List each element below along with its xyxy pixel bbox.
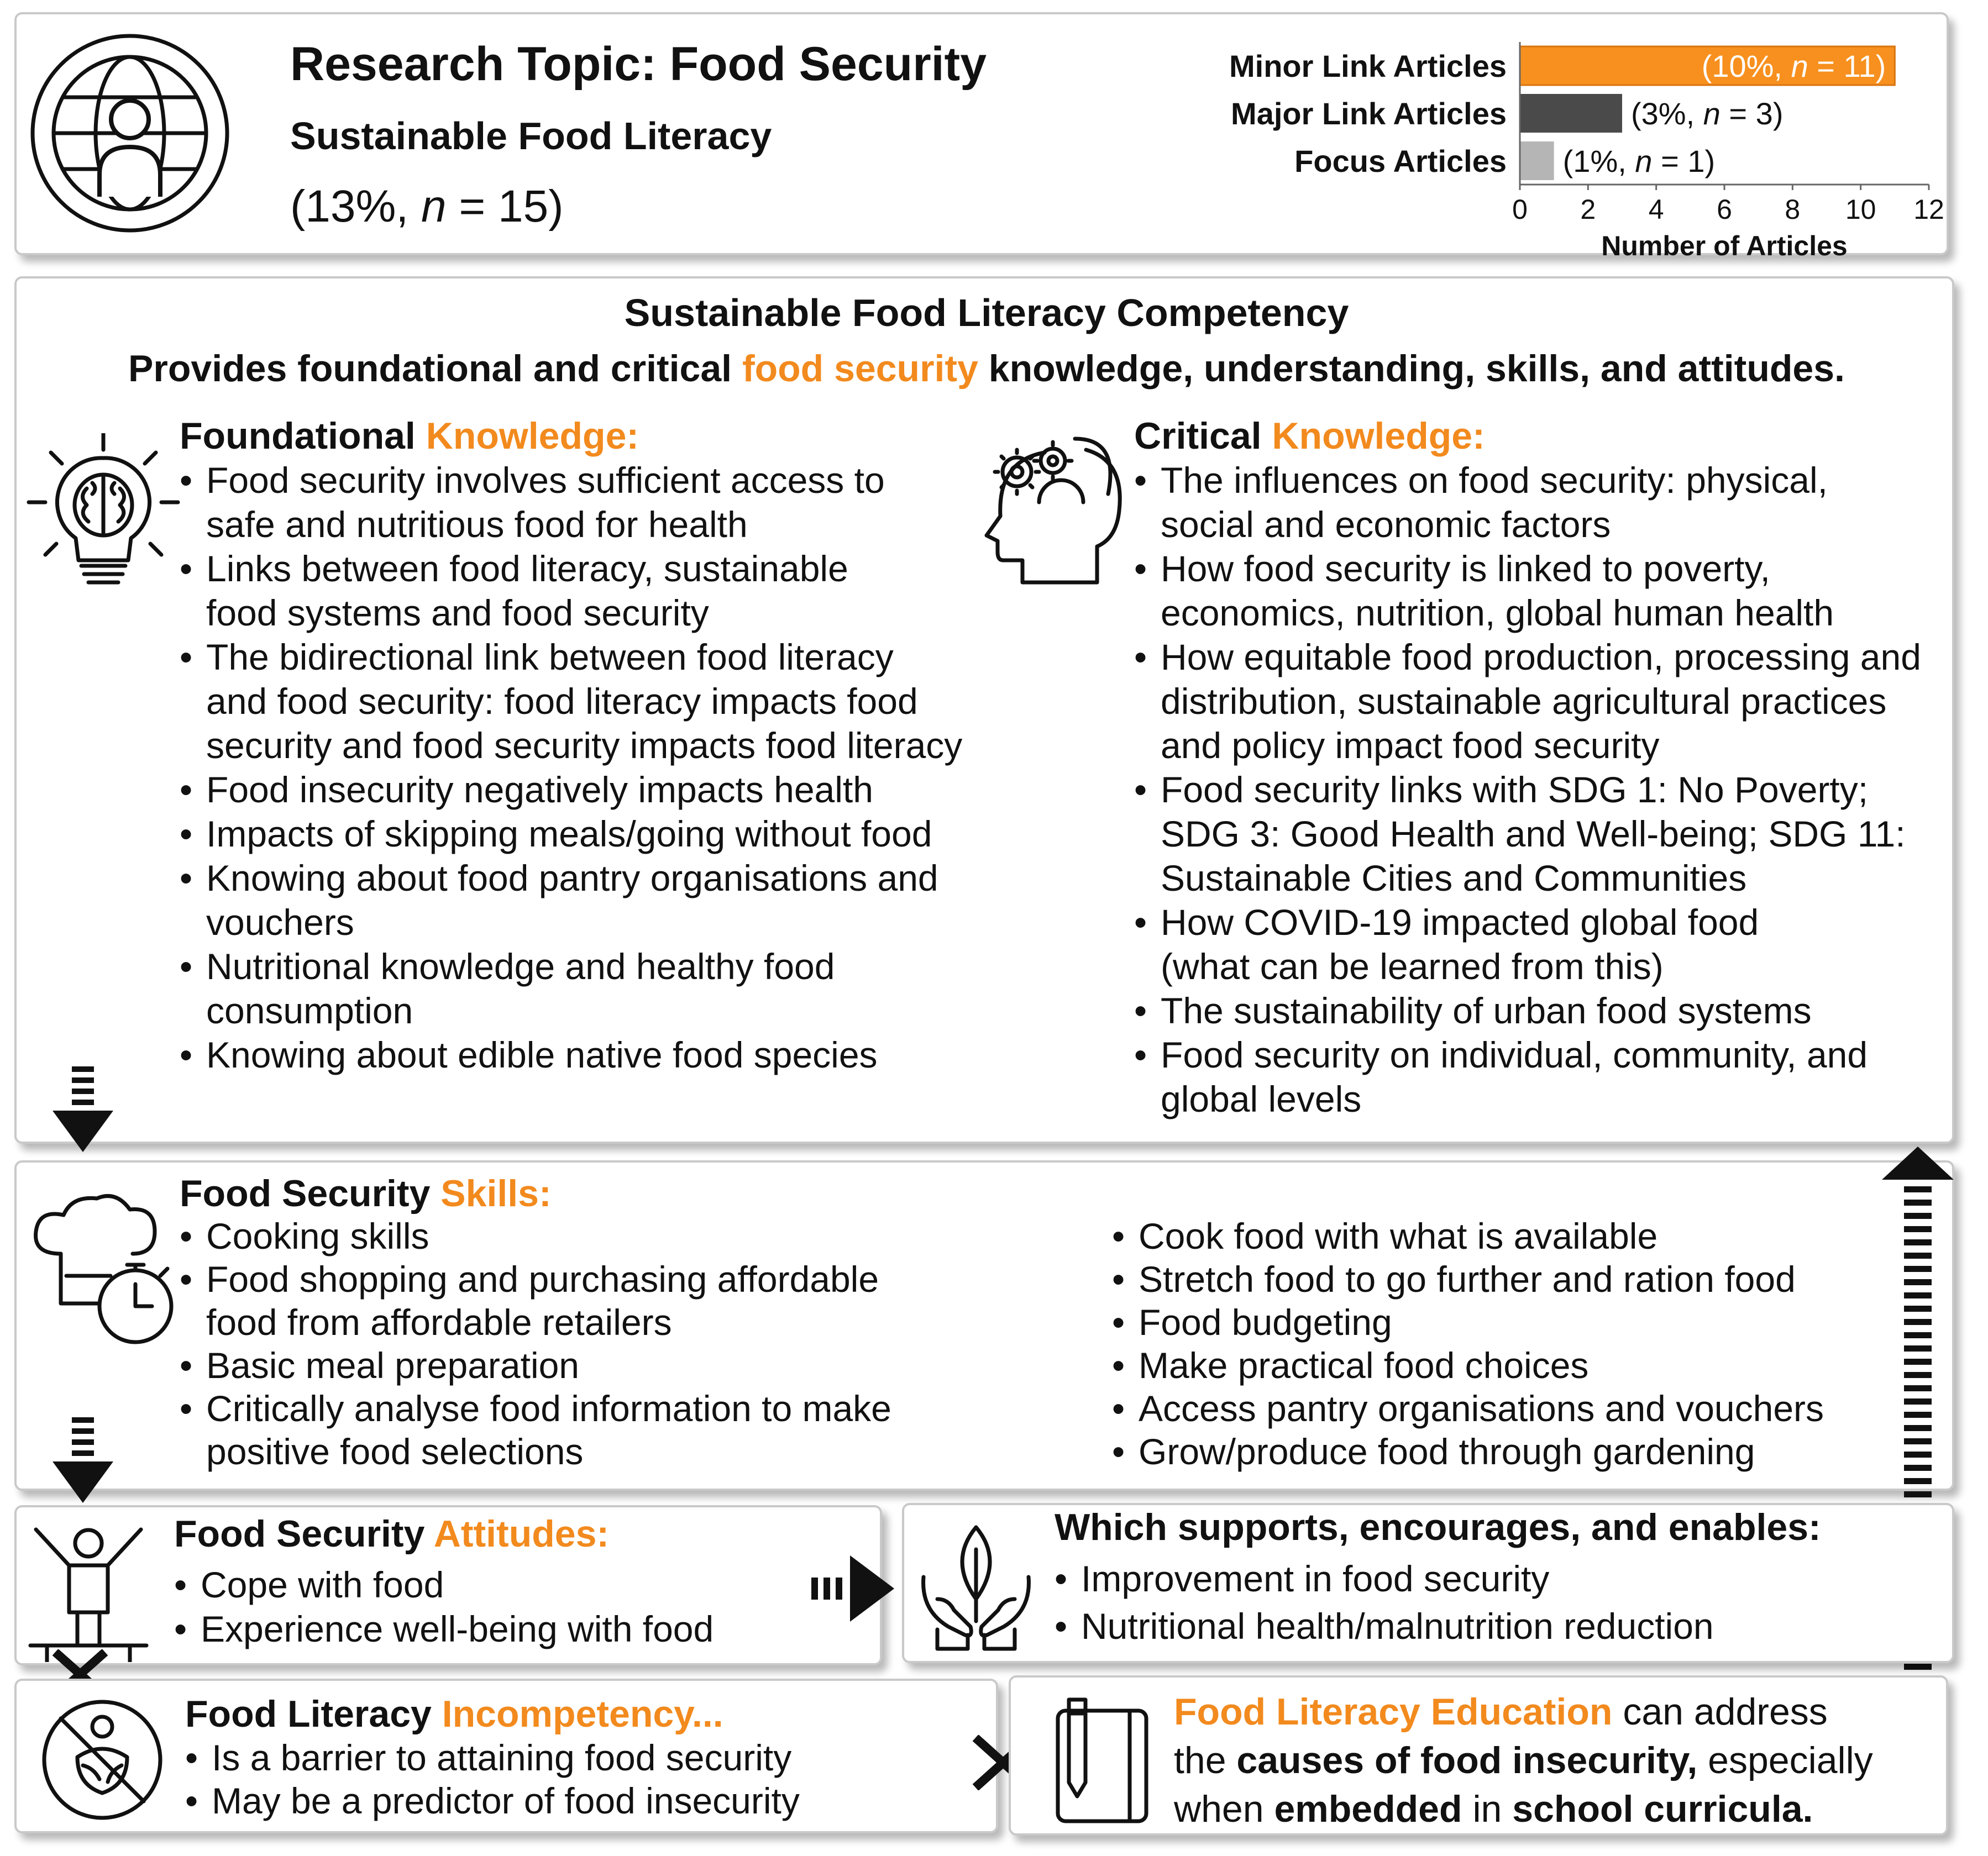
x-axis-title: Number of Articles: [1601, 230, 1848, 261]
chef-hat-timer-icon: [25, 1187, 185, 1353]
head-gears-icon: [978, 428, 1133, 593]
arrow-dash: [1904, 1239, 1932, 1245]
bar: [1520, 94, 1622, 133]
bar-category-label: Major Link Articles: [1231, 96, 1507, 131]
education-line-1: [1174, 1687, 1942, 1736]
supports-item: • Nutritional health/malnutrition reduction: [1055, 1602, 1884, 1650]
bar-category-label: Focus Articles: [1294, 144, 1507, 178]
x-tick-label: 2: [1580, 194, 1596, 225]
x-tick-label: 0: [1512, 194, 1528, 225]
arrow-dash: [1904, 1266, 1932, 1272]
arrow-dash: [1904, 1372, 1932, 1378]
topic-stat-n: n: [421, 181, 447, 232]
skills-heading: [180, 1171, 552, 1216]
header-panel: [14, 12, 1949, 261]
arrow-dash: [1904, 1319, 1932, 1325]
topic-stat-pre: (13%,: [290, 181, 421, 232]
critical-item: • Food security links with SDG 1: No Poverty; SDG 3: Good Health and Well-being; SDG 11: Sustainable Cities and Communities: [1134, 767, 1941, 900]
topic-stat: [290, 180, 564, 233]
critical-item: • The sustainability of urban food systems: [1134, 989, 1941, 1033]
arrow-dash: [1904, 1398, 1932, 1405]
bar-data-label: (1%, n = 1): [1562, 144, 1716, 178]
skills-heading-highlight: Skills:: [440, 1173, 552, 1214]
articles-bar-chart: [1111, 25, 1944, 261]
dashed-arrow-down-icon: [47, 1417, 119, 1506]
education-text-5: especially: [1697, 1739, 1873, 1781]
education-text-2: can address: [1612, 1691, 1828, 1733]
attitudes-list: [174, 1563, 837, 1651]
foundational-item: • Food security involves sufficient access to safe and nutritious food for health: [180, 458, 898, 546]
critical-heading-text: Critical: [1134, 415, 1272, 457]
attitudes-item: • Cope with food: [174, 1563, 837, 1607]
x-tick-label: 10: [1845, 194, 1876, 225]
arrow-dash: [1904, 1438, 1932, 1444]
education-bold-curricula: school curricula.: [1512, 1788, 1813, 1830]
supports-list: [1055, 1555, 1884, 1650]
globe-person-icon: [28, 31, 232, 235]
skills-right-item: • Stretch food to go further and ration food: [1112, 1258, 1930, 1301]
arrow-dash: [1904, 1200, 1932, 1206]
arrow-dash: [1904, 1279, 1932, 1285]
foundational-item: • Links between food literacy, sustainable food systems and food security: [180, 546, 915, 635]
critical-item: • How food security is linked to poverty, economics, nutrition, global human health: [1134, 546, 1941, 635]
arrow-dash: [1904, 1425, 1932, 1431]
foundational-item: • The bidirectional link between food literacy and food security: food literacy impacts food security and food security impacts food literacy: [180, 635, 964, 767]
no-food-icon: [39, 1696, 166, 1823]
person-arms-up-icon: [25, 1518, 152, 1662]
attitudes-item: • Experience well-being with food: [174, 1607, 837, 1651]
critical-heading: [1134, 414, 1485, 458]
bar-category-label: Minor Link Articles: [1229, 49, 1507, 83]
incompetency-heading-text: Food Literacy: [185, 1693, 442, 1735]
incompetency-item: • May be a predictor of food insecurity: [185, 1779, 987, 1822]
critical-item: • How equitable food production, processing and distribution, sustainable agricultural practices and policy impact food security: [1134, 635, 1930, 767]
bar-data-label: (10%, n = 11): [1701, 49, 1886, 83]
topic-stat-post: = 15): [446, 181, 564, 232]
foundational-item: • Food insecurity negatively impacts health: [180, 767, 1009, 812]
incompetency-heading: [185, 1692, 723, 1736]
education-line-2: [1174, 1736, 1942, 1785]
skills-left-item: • Cooking skills: [180, 1214, 1009, 1258]
critical-item: • Food security on individual, community, and global levels: [1134, 1033, 1941, 1121]
competency-subtitle: [17, 346, 1956, 391]
skills-left-item: • Critically analyse food information to make positive food selections: [180, 1387, 975, 1473]
arrow-dash: [1904, 1491, 1932, 1497]
competency-subtitle-post: knowledge, understanding, skills, and attitudes.: [978, 348, 1845, 390]
foundational-heading-text: Foundational: [180, 415, 426, 457]
lightbulb-brain-icon: [23, 433, 183, 593]
page-subtitle: Sustainable Food Literacy: [290, 114, 772, 157]
education-panel: [1009, 1675, 1948, 1836]
arrow-dash: [1904, 1226, 1932, 1232]
competency-subtitle-pre: Provides foundational and critical: [128, 348, 742, 390]
incompetency-list: [185, 1736, 987, 1822]
dashed-arrow-right-icon: [811, 1553, 900, 1624]
education-text: [1174, 1687, 1942, 1833]
attitudes-panel: [14, 1505, 882, 1665]
skills-right-item: • Cook food with what is available: [1112, 1214, 1930, 1258]
skills-heading-text: Food Security: [180, 1173, 441, 1214]
education-highlight: Food Literacy Education: [1174, 1691, 1613, 1733]
skills-left-list: [180, 1214, 1009, 1473]
skills-left-item: • Basic meal preparation: [180, 1344, 1009, 1387]
arrow-dash: [1904, 1306, 1932, 1312]
education-text-3: the: [1174, 1739, 1237, 1781]
critical-heading-highlight: Knowledge:: [1272, 415, 1485, 457]
arrow-dash: [1904, 1253, 1932, 1259]
arrow-dash: [1904, 1359, 1932, 1365]
arrow-dash: [1904, 1385, 1932, 1391]
education-text-6: when: [1174, 1788, 1274, 1830]
attitudes-heading: [174, 1512, 609, 1556]
bar-data-label: (3%, n = 3): [1631, 96, 1784, 131]
x-tick-label: 6: [1717, 194, 1732, 225]
education-line-3: [1174, 1785, 1942, 1833]
bar: [1520, 141, 1554, 180]
foundational-item: • Impacts of skipping meals/going without food: [180, 812, 1009, 856]
skills-left-item: • Food shopping and purchasing affordable food from affordable retailers: [180, 1258, 953, 1344]
competency-title: Sustainable Food Literacy Competency: [624, 291, 1349, 334]
skills-right-list: [1112, 1214, 1930, 1473]
arrow-dash: [1904, 1664, 1932, 1670]
notebook-pen-icon: [1047, 1689, 1157, 1827]
arrow-dash: [1904, 1478, 1932, 1484]
supports-item: • Improvement in food security: [1055, 1555, 1884, 1602]
arrow-dash: [1904, 1186, 1932, 1192]
critical-item: • How COVID-19 impacted global food (what can be learned from this): [1134, 900, 1853, 989]
arrow-dash: [1904, 1465, 1932, 1471]
critical-list: [1134, 458, 1941, 1121]
supports-heading: Which supports, encourages, and enables:: [1055, 1506, 1821, 1548]
education-bold-causes: causes of food insecurity,: [1236, 1739, 1698, 1781]
arrow-dash: [1904, 1345, 1932, 1352]
skills-right-item: • Access pantry organisations and vouchers: [1112, 1387, 1930, 1430]
hands-leaf-icon: [915, 1516, 1037, 1654]
foundational-item: • Nutritional knowledge and healthy food consumption: [180, 944, 920, 1033]
foundational-heading: [180, 414, 639, 458]
arrow-dash: [1904, 1292, 1932, 1298]
incompetency-item: • Is a barrier to attaining food security: [185, 1736, 987, 1779]
foundational-heading-highlight: Knowledge:: [426, 415, 639, 457]
page-title: Research Topic: Food Security: [290, 38, 987, 91]
arrow-dash: [1904, 1213, 1932, 1219]
dashed-arrow-down-icon: [47, 1066, 119, 1155]
education-text-8: in: [1462, 1788, 1513, 1830]
skills-right-item: • Food budgeting: [1112, 1301, 1930, 1344]
supports-panel: [902, 1503, 1954, 1663]
foundational-list: [180, 458, 1009, 1077]
critical-item: • The influences on food security: physical, social and economic factors: [1134, 458, 1919, 546]
skills-right-item: • Make practical food choices: [1112, 1344, 1930, 1387]
competency-subtitle-highlight: food security: [742, 348, 978, 390]
incompetency-panel: [14, 1679, 998, 1833]
arrow-dash: [1904, 1332, 1932, 1338]
x-tick-label: 8: [1785, 194, 1801, 225]
competency-panel: [14, 276, 1954, 1144]
bar-chart-svg: [1111, 25, 1944, 261]
skills-right-item: • Grow/produce food through gardening: [1112, 1430, 1930, 1473]
skills-panel: [14, 1160, 1954, 1491]
attitudes-heading-text: Food Security: [174, 1513, 434, 1555]
arrow-dash: [1904, 1412, 1932, 1418]
x-tick-label: 12: [1913, 194, 1944, 225]
incompetency-heading-highlight: Incompetency...: [442, 1693, 723, 1735]
foundational-item: • Knowing about edible native food species: [180, 1033, 1009, 1077]
education-bold-embedded: embedded: [1274, 1788, 1462, 1830]
x-tick-label: 4: [1648, 194, 1664, 225]
foundational-item: • Knowing about food pantry organisations and vouchers: [180, 856, 953, 944]
attitudes-heading-highlight: Attitudes:: [433, 1513, 610, 1555]
arrow-dash: [1904, 1452, 1932, 1458]
